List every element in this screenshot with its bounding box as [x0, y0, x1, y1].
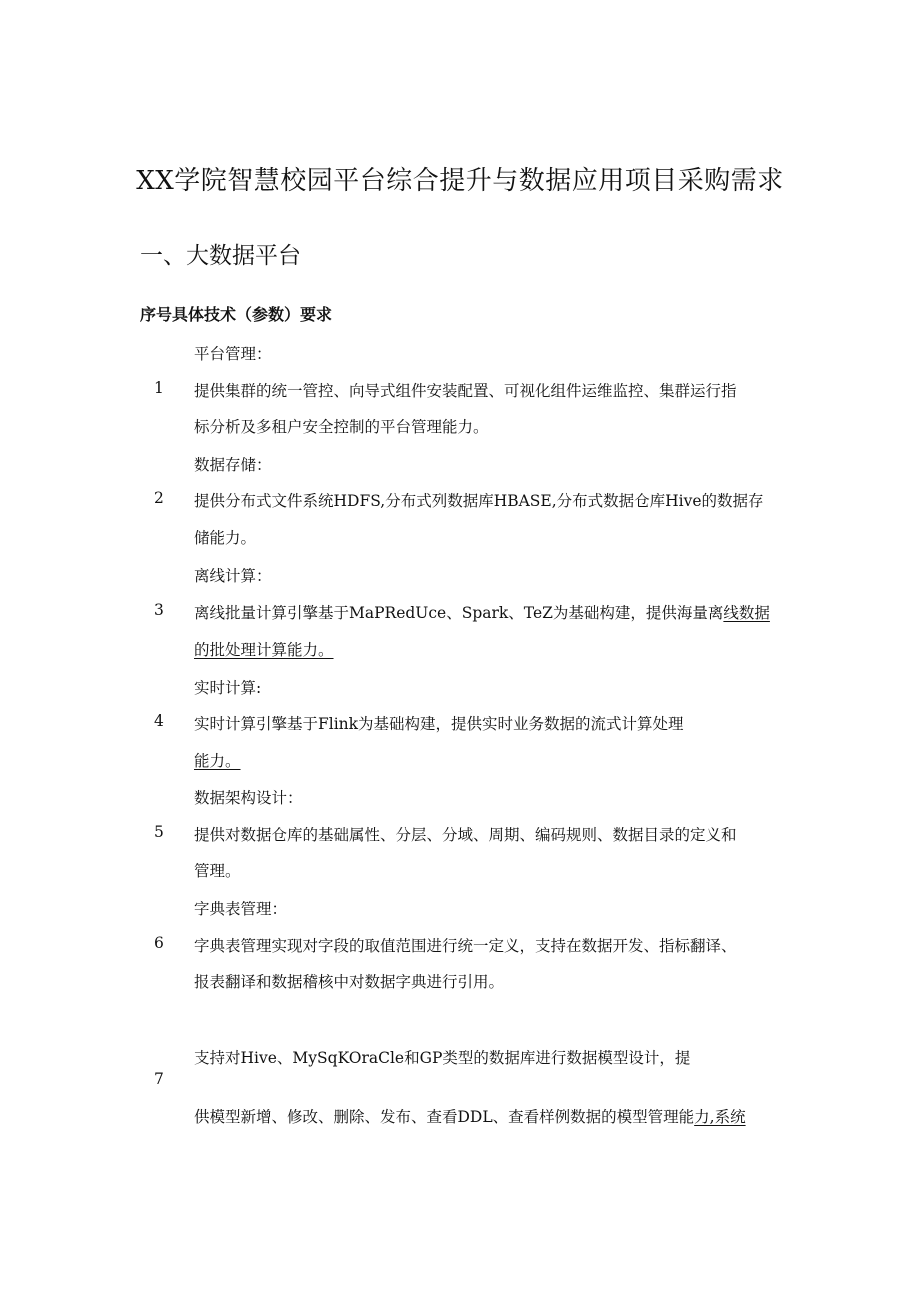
item-4-line-1: 实时计算引擎基于Flink为基础构建，提供实时业务数据的流式计算处理: [194, 715, 684, 733]
item-3-line-2: 的批处理计算能力。: [194, 641, 334, 659]
item-7-number: 7: [154, 1070, 164, 1088]
item-2-heading: 数据存储：: [194, 456, 272, 474]
item-1-line-1: 提供集群的统一管控、向导式组件安装配置、可视化组件运维监控、集群运行指: [194, 382, 737, 400]
item-3-number: 3: [154, 601, 164, 619]
item-7-line-2: [194, 1105, 746, 1127]
item-2-number: 2: [154, 489, 164, 507]
item-4-heading: 实时计算:: [194, 679, 262, 697]
item-6-line-2: 报表翻译和数据稽核中对数据字典进行引用。: [194, 973, 505, 991]
item-6-number: 6: [154, 934, 164, 952]
item-4-line-2: 能力。: [194, 752, 241, 770]
item-7-line-2-text: 供模型新增、修改、删除、发布、查看DDL、查看样例数据的模型管理能: [194, 1108, 695, 1126]
item-2-line-1: 提供分布式文件系统HDFS,分布式列数据库HBASE,分布式数据仓库Hive的数据存: [194, 492, 764, 510]
item-6-line-1: 字典表管理实现对字段的取值范围进行统一定义，支持在数据开发、指标翻译、: [194, 937, 737, 955]
item-7-line-1: 支持对Hive、MySqKOraCle和GP类型的数据库进行数据模型设计，提: [194, 1049, 691, 1067]
item-1-heading: 平台管理：: [194, 345, 272, 363]
item-5-line-2: 管理。: [194, 862, 241, 880]
item-3-line-1-text: 离线批量计算引擎基于MaPRedUce、Spark、TeZ为基础构建，提供海量离: [194, 604, 724, 622]
item-3-line-1-underlined: 线数据: [723, 604, 770, 622]
item-7-line-2-underlined: 力,系统: [694, 1108, 746, 1126]
item-4-number: 4: [154, 712, 164, 730]
item-5-number: 5: [154, 823, 164, 841]
item-1-number: 1: [154, 379, 164, 397]
section-heading: 一、大数据平台: [140, 243, 301, 269]
item-5-heading: 数据架构设计：: [194, 789, 303, 807]
column-header: 序号具体技术（参数）要求: [140, 305, 333, 324]
item-2-line-2: 储能力。: [194, 529, 257, 547]
document-title: XX学院智慧校园平台综合提升与数据应用项目采购需求: [136, 166, 784, 196]
item-3-line-1: [194, 601, 770, 623]
item-1-line-2: 标分析及多租户安全控制的平台管理能力。: [194, 418, 489, 436]
item-3-heading: 离线计算：: [194, 567, 272, 585]
item-5-line-1: 提供对数据仓库的基础属性、分层、分域、周期、编码规则、数据目录的定义和: [194, 826, 737, 844]
item-6-heading: 字典表管理：: [194, 900, 288, 918]
